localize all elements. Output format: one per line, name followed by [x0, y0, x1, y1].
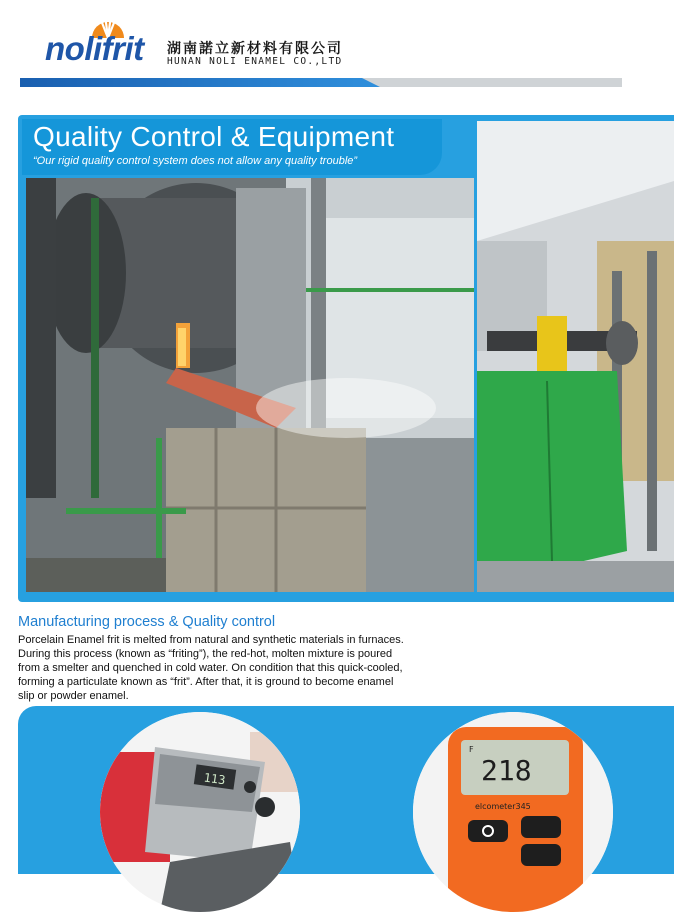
section-body — [18, 633, 498, 703]
gloss-reading: 113 — [202, 770, 227, 788]
furnace-photo — [26, 178, 474, 592]
company-name-cn: 湖南諾立新材料有限公司 — [167, 41, 343, 57]
gauge-brand: elcometer345 — [475, 802, 531, 811]
page-title: Quality Control & Equipment — [33, 121, 395, 152]
body-line: from a smelter and quenched in cold water. On condition that this quick-cooled, — [18, 662, 403, 674]
company-name-en: HUNAN NOLI ENAMEL CO.,LTD — [167, 56, 343, 67]
page-header — [0, 0, 674, 92]
section-heading: Manufacturing process & Quality control — [18, 614, 276, 630]
body-line: forming a particulate known as “frit”. After that, it is ground to become enamel — [18, 676, 394, 688]
gloss-meter-photo — [100, 712, 300, 912]
thickness-gauge-photo — [413, 712, 613, 912]
thickness-reading: 218 — [481, 754, 532, 787]
body-line: slip or powder enamel. — [18, 690, 129, 702]
page-subtitle: “Our rigid quality control system does not allow any quality trouble” — [33, 155, 358, 167]
furnace-illustration — [26, 178, 474, 592]
gauge-key — [521, 816, 561, 838]
crusher-machine-photo — [477, 121, 674, 592]
brand-logo-text: nolifrit — [45, 30, 144, 67]
gauge-key — [468, 820, 508, 842]
thickness-gauge-illustration — [413, 712, 613, 912]
body-line: Porcelain Enamel frit is melted from natural and synthetic materials in furnaces. — [18, 634, 404, 646]
gloss-meter-illustration — [100, 712, 300, 912]
header-divider-accent — [20, 78, 380, 87]
gauge-key — [521, 844, 561, 866]
body-line: During this process (known as “friting”), the red-hot, molten mixture is poured — [18, 648, 393, 660]
machine-illustration — [477, 121, 674, 592]
thickness-unit: F — [469, 745, 474, 754]
